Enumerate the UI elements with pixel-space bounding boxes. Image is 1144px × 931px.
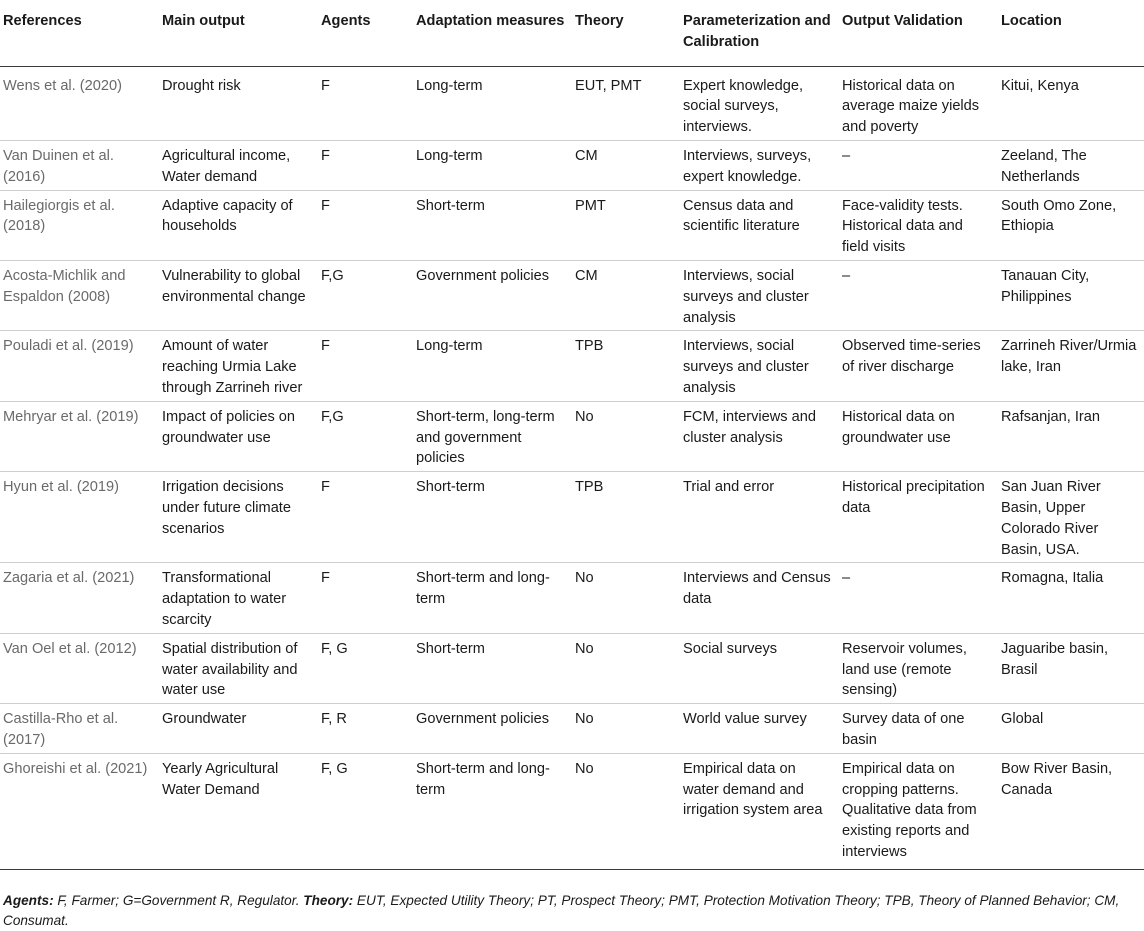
cell-adaptation: Long-term: [416, 77, 483, 94]
cell-parameterization: World value survey: [680, 704, 839, 754]
cell-location: Rafsanjan, Iran: [998, 401, 1144, 471]
cell-adaptation: Short-term, long-term and government policies: [413, 401, 572, 471]
table-row: [0, 472, 1144, 563]
cell-parameterization: Social surveys: [680, 633, 839, 703]
cell-validation: Face-validity tests. Historical data and field visits: [839, 190, 998, 260]
cell-agents: F: [318, 472, 413, 563]
footnote-theory-text: EUT, Expected Utility Theory; PT, Prospect Theory; PMT, Protection Motivation Theory; TPB, Theory of Planned Behavior; CM, Consumat.: [3, 893, 1120, 928]
cell-location: Bow River Basin, Canada: [998, 753, 1144, 869]
header-agents: Agents: [318, 0, 413, 66]
table-footnote: [3, 891, 1139, 931]
cell-reference: Castilla-Rho et al. (2017): [0, 704, 159, 754]
cell-theory: No: [572, 563, 680, 633]
cell-parameterization: Interviews and Census data: [680, 563, 839, 633]
cell-theory: EUT, PMT: [575, 77, 642, 94]
cell-theory: No: [572, 401, 680, 471]
cell-agents: F: [321, 77, 330, 94]
footnote-agents-label: Agents:: [3, 893, 54, 908]
cell-agents: F, R: [318, 704, 413, 754]
cell-theory: CM: [572, 140, 680, 190]
cell-location: San Juan River Basin, Upper Colorado River Basin, USA.: [998, 472, 1144, 563]
cell-validation: Survey data of one basin: [839, 704, 998, 754]
cell-agents: F,G: [318, 401, 413, 471]
cell-agents: F: [318, 190, 413, 260]
cell-parameterization: Interviews, social surveys and cluster analysis: [680, 331, 839, 401]
cell-adaptation: Short-term: [413, 633, 572, 703]
cell-location: Jaguaribe basin, Brasil: [998, 633, 1144, 703]
cell-main-output: Transformational adaptation to water scarcity: [159, 563, 318, 633]
cell-main-output: Agricultural income, Water demand: [159, 140, 318, 190]
cell-validation: Empirical data on cropping patterns. Qualitative data from existing reports and interviews: [839, 753, 998, 869]
cell-validation: –: [839, 563, 998, 633]
table-row: [0, 633, 1144, 703]
header-parameterization: Parameterization and Calibration: [680, 0, 839, 66]
cell-parameterization: Expert knowledge, social surveys, interviews.: [683, 77, 804, 136]
header-references: References: [0, 0, 159, 66]
cell-location: Zeeland, The Netherlands: [998, 140, 1144, 190]
footnote-agents-text: F, Farmer; G=Government R, Regulator.: [53, 893, 304, 908]
cell-validation: Reservoir volumes, land use (remote sensing): [839, 633, 998, 703]
cell-reference: Wens et al. (2020): [3, 77, 122, 94]
cell-parameterization: FCM, interviews and cluster analysis: [680, 401, 839, 471]
table-row: [0, 331, 1144, 401]
cell-adaptation: Short-term and long-term: [413, 753, 572, 869]
cell-main-output: Adaptive capacity of households: [159, 190, 318, 260]
cell-reference: Mehryar et al. (2019): [0, 401, 159, 471]
cell-reference: Acosta-Michlik and Espaldon (2008): [0, 260, 159, 330]
cell-reference: Van Oel et al. (2012): [0, 633, 159, 703]
cell-agents: F, G: [318, 753, 413, 869]
header-output-validation: Output Validation: [839, 0, 998, 66]
cell-validation: Observed time-series of river discharge: [839, 331, 998, 401]
cell-location: South Omo Zone, Ethiopia: [998, 190, 1144, 260]
cell-location: Kitui, Kenya: [1001, 77, 1079, 94]
cell-reference: Van Duinen et al. (2016): [0, 140, 159, 190]
header-location: Location: [998, 0, 1144, 66]
cell-main-output: Groundwater: [159, 704, 318, 754]
table-row: [0, 260, 1144, 330]
cell-parameterization: Empirical data on water demand and irrigation system area: [680, 753, 839, 869]
cell-main-output: Amount of water reaching Urmia Lake through Zarrineh river: [159, 331, 318, 401]
cell-reference: Ghoreishi et al. (2021): [0, 753, 159, 869]
cell-adaptation: Government policies: [413, 704, 572, 754]
cell-validation: –: [839, 260, 998, 330]
cell-main-output: Drought risk: [162, 77, 241, 94]
cell-theory: TPB: [572, 472, 680, 563]
cell-theory: No: [572, 633, 680, 703]
cell-agents: F: [318, 563, 413, 633]
cell-theory: PMT: [572, 190, 680, 260]
table-row: [0, 753, 1144, 869]
cell-main-output: Spatial distribution of water availability and water use: [159, 633, 318, 703]
cell-reference: Zagaria et al. (2021): [0, 563, 159, 633]
cell-adaptation: Long-term: [413, 140, 572, 190]
cell-theory: TPB: [572, 331, 680, 401]
cell-validation: Historical precipitation data: [839, 472, 998, 563]
cell-theory: CM: [572, 260, 680, 330]
table-row: [0, 66, 1144, 140]
cell-agents: F: [318, 331, 413, 401]
cell-reference: Hyun et al. (2019): [0, 472, 159, 563]
cell-adaptation: Short-term: [413, 190, 572, 260]
header-row: [0, 0, 1144, 66]
cell-validation: Historical data on average maize yields and poverty: [842, 77, 980, 136]
cell-agents: F, G: [318, 633, 413, 703]
cell-reference: Pouladi et al. (2019): [0, 331, 159, 401]
cell-adaptation: Long-term: [413, 331, 572, 401]
cell-theory: No: [572, 704, 680, 754]
cell-location: Global: [998, 704, 1144, 754]
cell-main-output: Impact of policies on groundwater use: [159, 401, 318, 471]
header-adaptation-measures: Adaptation measures: [413, 0, 572, 66]
cell-main-output: Irrigation decisions under future climate scenarios: [159, 472, 318, 563]
cell-agents: F,G: [318, 260, 413, 330]
cell-theory: No: [572, 753, 680, 869]
table-row: [0, 704, 1144, 754]
cell-reference: Hailegiorgis et al. (2018): [0, 190, 159, 260]
cell-parameterization: Interviews, social surveys and cluster analysis: [680, 260, 839, 330]
cell-parameterization: Census data and scientific literature: [680, 190, 839, 260]
table-row: [0, 563, 1144, 633]
cell-adaptation: Short-term: [413, 472, 572, 563]
cell-adaptation: Government policies: [413, 260, 572, 330]
cell-parameterization: Trial and error: [680, 472, 839, 563]
cell-adaptation: Short-term and long-term: [413, 563, 572, 633]
cell-parameterization: Interviews, surveys, expert knowledge.: [680, 140, 839, 190]
cell-location: Zarrineh River/Urmia lake, Iran: [998, 331, 1144, 401]
cell-main-output: Vulnerability to global environmental change: [159, 260, 318, 330]
cell-main-output: Yearly Agricultural Water Demand: [159, 753, 318, 869]
cell-location: Romagna, Italia: [998, 563, 1144, 633]
header-theory: Theory: [572, 0, 680, 66]
table-row: [0, 401, 1144, 471]
table-row: [0, 190, 1144, 260]
footnote-theory-label: Theory:: [303, 893, 354, 908]
cell-agents: F: [318, 140, 413, 190]
cell-validation: Historical data on groundwater use: [839, 401, 998, 471]
cell-location: Tanauan City, Philippines: [998, 260, 1144, 330]
cell-validation: –: [839, 140, 998, 190]
table-row: [0, 140, 1144, 190]
header-main-output: Main output: [159, 0, 318, 66]
